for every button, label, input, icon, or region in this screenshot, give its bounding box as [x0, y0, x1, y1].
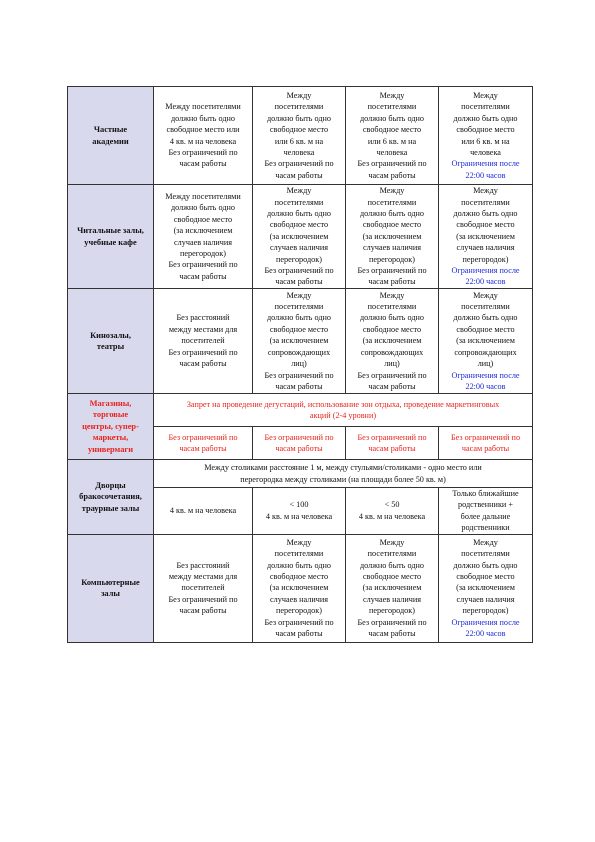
table-cell: < 50 4 кв. м на человека: [346, 488, 439, 535]
row-header: Читальные залы, учебные кафе: [68, 185, 154, 289]
table-cell: Между посетителями должно быть одно свободное место или 6 кв. м на человека Без ограничений по часам работы: [253, 87, 346, 185]
table-cell: Между посетителями должно быть одно свободное место (за исключением случаев наличия перегородок) Без ограничений по часам работы: [154, 185, 253, 289]
table-cell: Между посетителями должно быть одно свободное место (за исключением случаев наличия перегородок) Ограничения после 22:00 часов: [439, 534, 533, 642]
table-cell: Между посетителями должно быть одно свободное место (за исключением случаев наличия перегородок) Без ограничений по часам работы: [346, 534, 439, 642]
table-cell: Между посетителями должно быть одно свободное место (за исключением сопровождающих лиц) Без ограничений по часам работы: [253, 289, 346, 394]
time-restriction-note: 22:00 часов: [465, 381, 506, 391]
table-row-shops: [68, 394, 533, 427]
table-cell: Между посетителями должно быть одно свободное место или 4 кв. м на человека Без ограничений по часам работы: [154, 87, 253, 185]
table-row-cinemas-theatres: [68, 289, 533, 394]
table-row-computer-halls: [68, 534, 533, 642]
time-restriction-note: Ограничения после: [451, 370, 520, 380]
table-row-wedding-palaces: [68, 460, 533, 488]
table-cell: Между посетителями должно быть одно свободное место (за исключением случаев наличия перегородок) Без ограничений по часам работы: [253, 534, 346, 642]
table-cell: Без ограничений по часам работы: [154, 427, 253, 460]
time-restriction-note: 22:00 часов: [465, 170, 506, 180]
table-row-reading-rooms: [68, 185, 533, 289]
table-row-private-academies: [68, 87, 533, 185]
time-restriction-note: 22:00 часов: [465, 277, 506, 287]
time-restriction-note: Ограничения после: [451, 159, 520, 169]
row-header: Компьютерные залы: [68, 534, 154, 642]
shops-ban-notice: Запрет на проведение дегустаций, использование зон отдыха, проведение маркетинговых акций (2-4 уровни): [154, 394, 533, 427]
table-cell: Между посетителями должно быть одно свободное место (за исключением сопровождающих лиц) Без ограничений по часам работы: [346, 289, 439, 394]
table-cell: Между посетителями должно быть одно свободное место (за исключением сопровождающих лиц) Ограничения после 22:00 часов: [439, 289, 533, 394]
row-header: Дворцы бракосочетания, траурные залы: [68, 460, 154, 535]
time-restriction-note: Ограничения после: [451, 266, 520, 276]
table-cell: Без ограничений по часам работы: [253, 427, 346, 460]
row-header: Частные академии: [68, 87, 154, 185]
wedding-spacing-notice: Между столиками расстояние 1 м, между стульями/столиками - одно место или перегородка между столиками (на площади более 50 кв. м): [154, 460, 533, 488]
table-cell: Без расстояний между местами для посетителей Без ограничений по часам работы: [154, 289, 253, 394]
table-cell: Без ограничений по часам работы: [346, 427, 439, 460]
table-cell: Только ближайшие родственники + более дальние родственники: [439, 488, 533, 535]
table-cell: Между посетителями должно быть одно свободное место (за исключением случаев наличия перегородок) Без ограничений по часам работы: [253, 185, 346, 289]
table-cell: 4 кв. м на человека: [154, 488, 253, 535]
table-cell: Между посетителями должно быть одно свободное место или 6 кв. м на человека Без ограничений по часам работы: [346, 87, 439, 185]
table-cell: Между посетителями должно быть одно свободное место (за исключением случаев наличия перегородок) Ограничения после 22:00 часов: [439, 185, 533, 289]
row-header: Магазины, торговые центры, супер- маркеты, универмаги: [68, 394, 154, 460]
restrictions-table: [67, 86, 533, 643]
table-cell: Между посетителями должно быть одно свободное место (за исключением случаев наличия перегородок) Без ограничений по часам работы: [346, 185, 439, 289]
time-restriction-note: 22:00 часов: [465, 629, 506, 639]
row-header: Кинозалы, театры: [68, 289, 154, 394]
table-cell: Без расстояний между местами для посетителей Без ограничений по часам работы: [154, 534, 253, 642]
table-cell: Между посетителями должно быть одно свободное место или 6 кв. м на человека Ограничения после 22:00 часов: [439, 87, 533, 185]
time-restriction-note: Ограничения после: [451, 617, 520, 627]
table-cell: < 100 4 кв. м на человека: [253, 488, 346, 535]
table-cell: Без ограничений по часам работы: [439, 427, 533, 460]
